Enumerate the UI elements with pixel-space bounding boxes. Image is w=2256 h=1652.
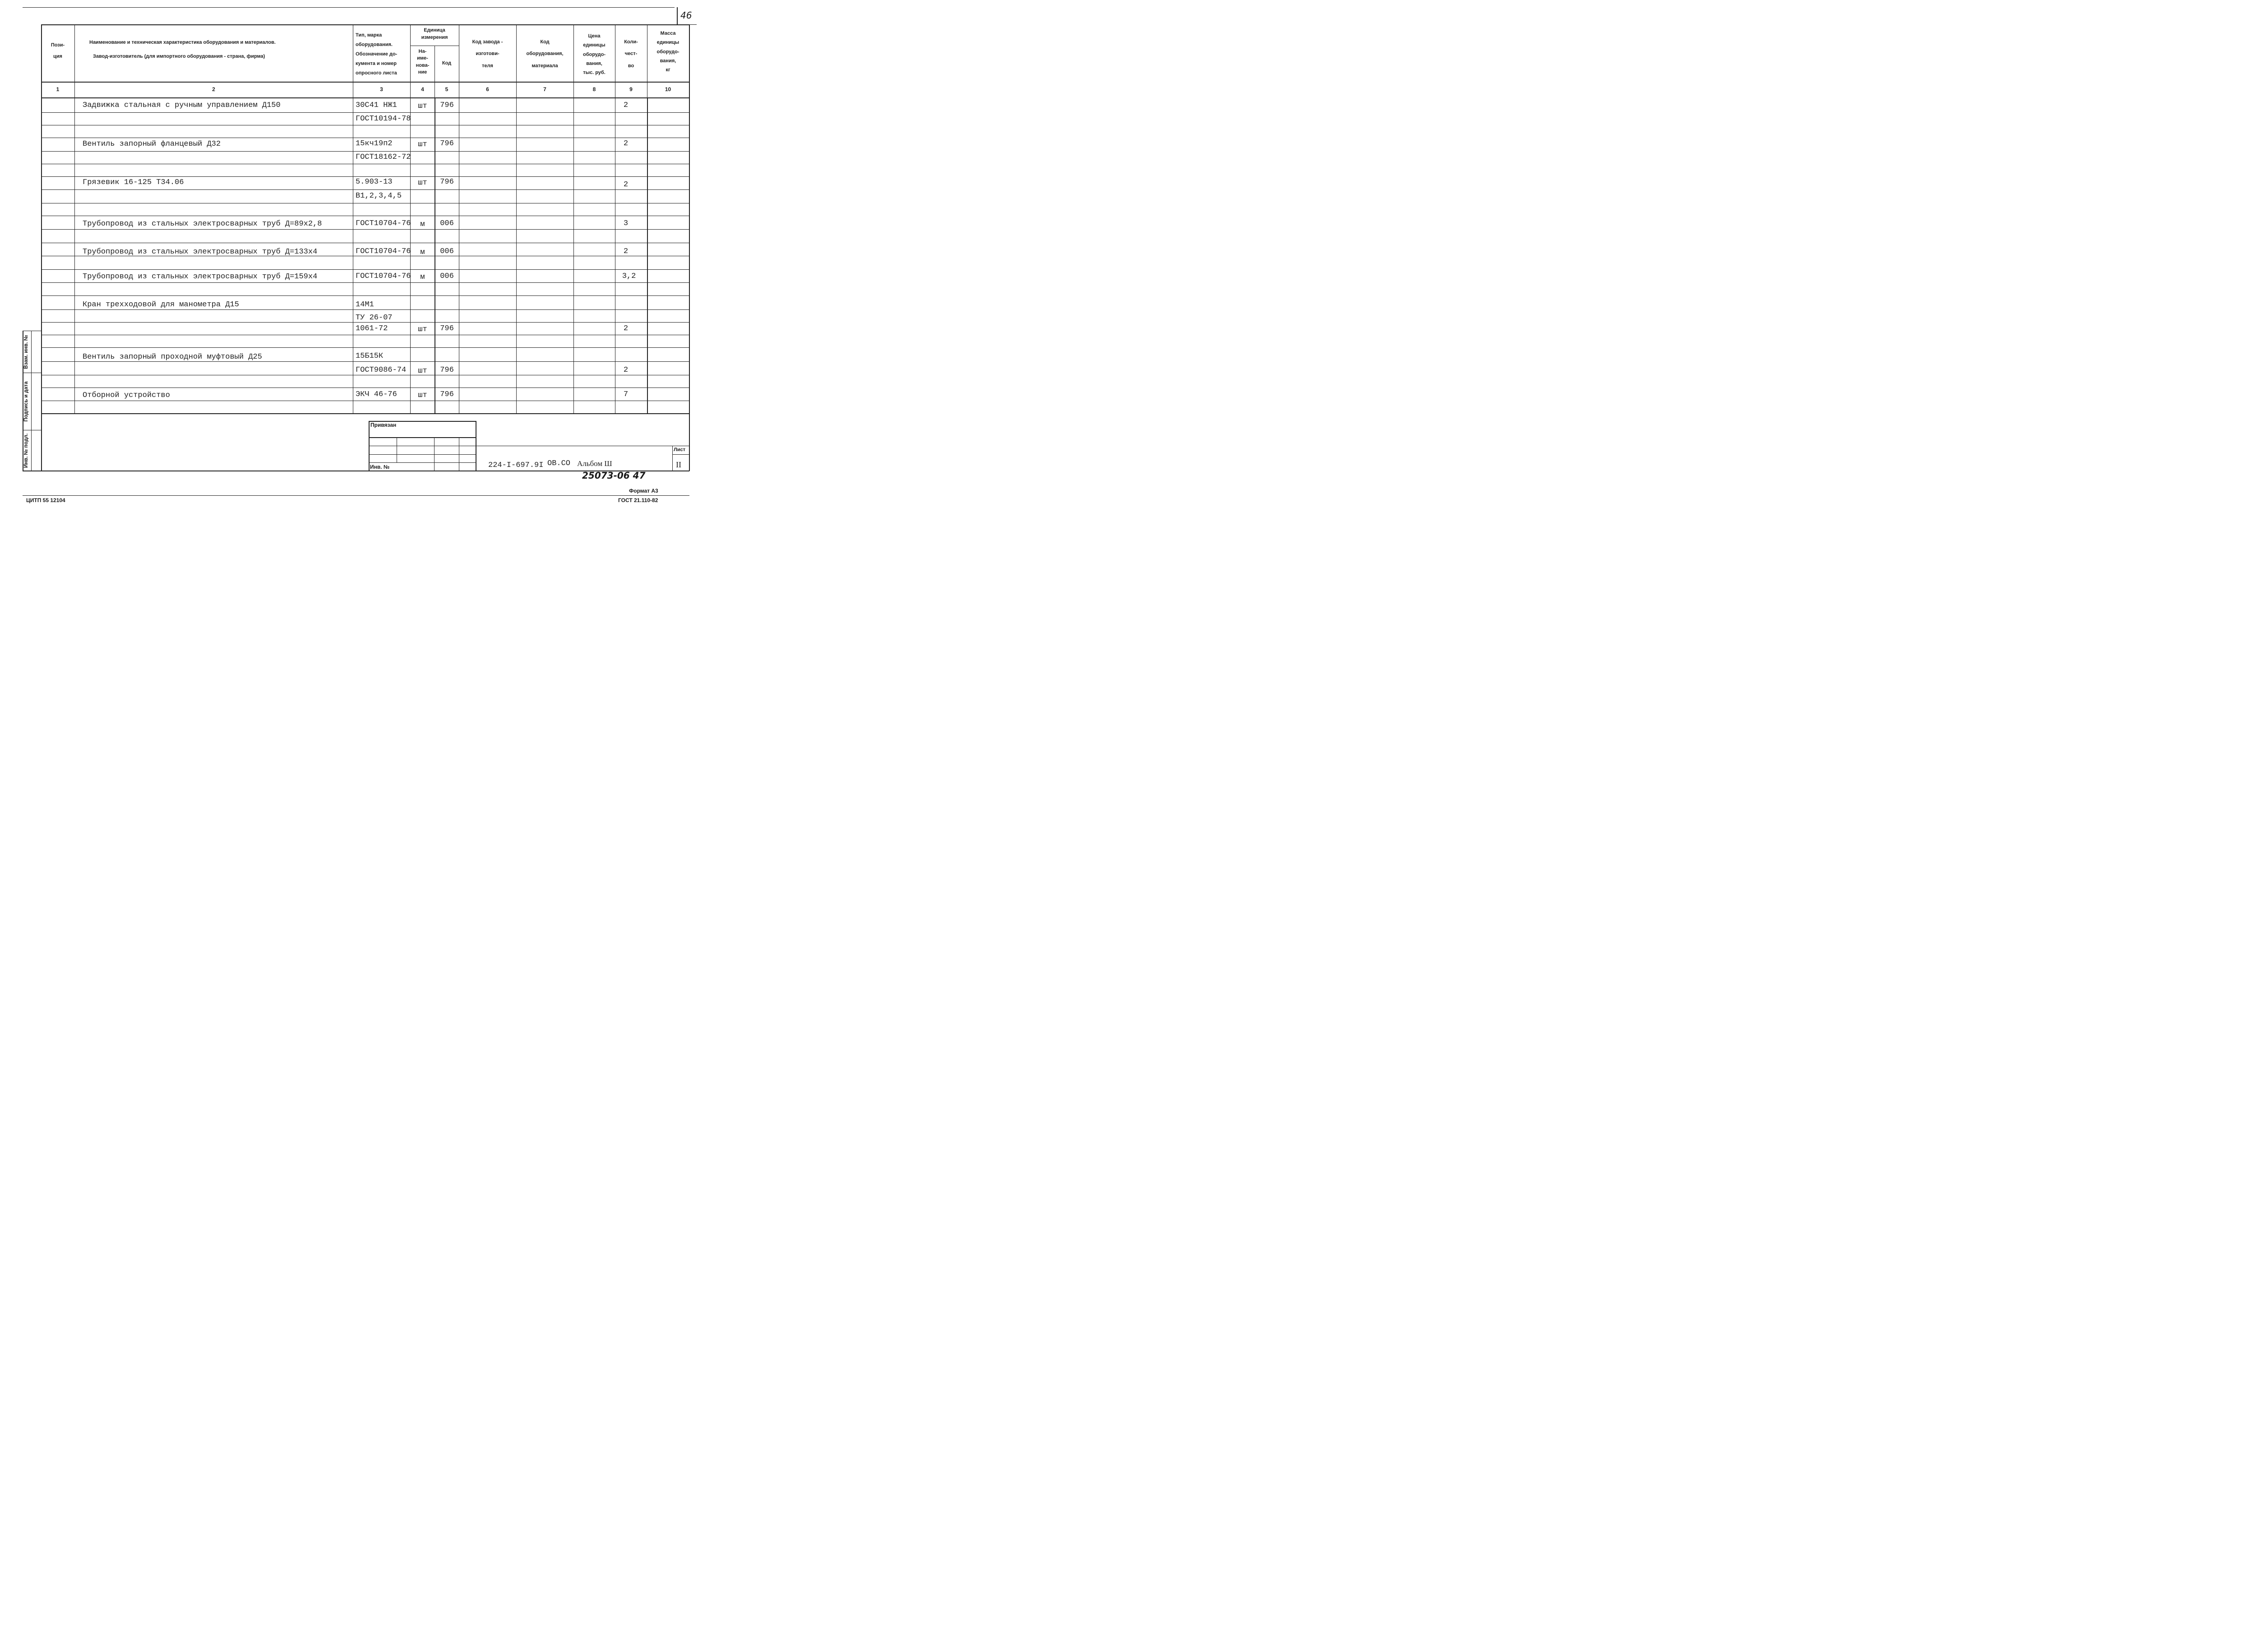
row-line [41, 269, 689, 270]
stamp-privyazan-label: Привязан [370, 422, 397, 428]
row-line [41, 322, 689, 323]
item-unit: шт [418, 367, 427, 375]
item-type: ГОСТ10194-78 [356, 115, 411, 123]
col-divider-6 [516, 24, 517, 413]
row-line [41, 295, 689, 296]
item-quantity: 7 [623, 390, 629, 399]
colnum-bottom-line [41, 97, 689, 98]
stamp-inv-label: Инв. № [370, 464, 390, 470]
header-quantity: Коли- чест- во [624, 39, 638, 69]
item-name: Кран трехходовой для манометра Д15 [83, 300, 239, 309]
item-type: ГОСТ18162-72 [356, 153, 411, 162]
cittp-label: ЦИТП 55 12104 [26, 497, 65, 503]
album-label: Альбом Ш [577, 459, 612, 468]
column-number: 9 [629, 86, 633, 92]
document-section: ОВ.СО [547, 459, 571, 468]
column-number: 8 [592, 86, 596, 92]
page-number-box-left [677, 7, 678, 25]
item-name: Трубопровод из стальных электросварных труб Д=133х4 [83, 248, 318, 256]
item-type: 14М1 [356, 300, 374, 309]
item-name: Трубопровод из стальных электросварных труб Д=89х2,8 [83, 220, 322, 228]
row-line [41, 361, 689, 362]
row-line [41, 229, 689, 230]
page-number: 46 [680, 10, 692, 21]
item-type: 1061-72 [356, 324, 388, 333]
header-price: Цена единицы оборудо- вания, тыс. руб. [582, 33, 606, 76]
item-unit-code: 796 [440, 366, 454, 374]
row-line [41, 282, 689, 283]
item-unit: шт [418, 391, 427, 400]
column-number: 7 [543, 86, 546, 92]
item-type: ГОСТ9086-74 [356, 366, 407, 374]
item-type: ГОСТ10704-76 [356, 219, 411, 228]
item-unit: шт [418, 102, 427, 111]
top-frame-line [23, 7, 675, 8]
item-type: 5.903-13 [356, 178, 393, 186]
item-type: 30С41 НЖ1 [356, 101, 397, 110]
item-type: ГОСТ10704-76 [356, 247, 411, 256]
sheet-number: II [676, 460, 681, 469]
body-bottom-line [41, 413, 689, 414]
item-unit: м [420, 248, 425, 257]
item-name: Задвижка стальная с ручным управлением Д150 [83, 101, 281, 110]
header-position: Пози- ция [51, 42, 65, 60]
item-type: 15кч19п2 [356, 139, 393, 148]
sheet-label: Лист [674, 447, 685, 452]
item-name: Трубопровод из стальных электросварных труб Д=159х4 [83, 272, 318, 281]
side-label-podpis: Подпись и дата [23, 381, 29, 422]
row-line [41, 347, 689, 348]
item-unit-code: 006 [440, 272, 454, 281]
item-name: Вентиль запорный фланцевый Д32 [83, 140, 221, 148]
header-unit-code: Код [442, 60, 452, 66]
item-unit-code: 796 [440, 390, 454, 399]
item-quantity: 2 [623, 101, 629, 110]
header-factory-code: Код завода - изготови- теля [472, 39, 503, 69]
item-unit: м [420, 273, 425, 281]
item-quantity: 2 [623, 366, 629, 374]
col-divider-1 [74, 24, 75, 413]
col-divider-3 [410, 24, 411, 413]
item-unit-code: 796 [440, 324, 454, 333]
item-unit-code: 006 [440, 247, 454, 256]
header-mass: Масса единицы оборудо- вания, кг [656, 31, 680, 73]
sheet-box-left [672, 446, 673, 471]
header-bottom-line [41, 82, 689, 83]
column-number: 10 [665, 86, 671, 92]
item-name: Грязевик 16-125 Т34.06 [83, 178, 184, 187]
column-number: 4 [421, 86, 424, 92]
header-unit-name: На- име- нова- ние [416, 49, 430, 75]
document-code: 224-I-697.9I [488, 461, 544, 470]
stamp-row-line [369, 462, 476, 463]
table-right-border [689, 24, 690, 471]
gost-label: ГОСТ 21.110-82 [618, 497, 658, 503]
side-label-vzam: Взам. инв. № [23, 335, 29, 369]
item-unit: шт [418, 179, 427, 187]
footer-line [23, 495, 689, 496]
item-type: 15Б15К [356, 352, 384, 360]
item-quantity: 3,2 [622, 272, 636, 281]
handwritten-inventory-number: 25073-06 47 [582, 470, 646, 481]
item-quantity: 2 [623, 139, 629, 148]
format-label: Формат А3 [629, 488, 658, 494]
stamp-row-line [369, 454, 476, 455]
row-line [41, 176, 689, 177]
row-line [41, 189, 689, 190]
item-quantity: 2 [623, 247, 629, 256]
column-number: 5 [445, 86, 448, 92]
col-divider-7 [573, 24, 574, 413]
side-stamp-mid [31, 331, 32, 471]
header-name-line1: Наименование и техническая характеристика оборудования и материалов. [89, 40, 276, 45]
column-number: 1 [56, 86, 60, 92]
table-top-border [41, 24, 689, 25]
item-quantity: 2 [623, 180, 629, 189]
side-label-inv-podl: Инв. № подл. [23, 433, 29, 468]
item-unit-code: 796 [440, 178, 454, 186]
col-divider-9-body [647, 97, 648, 413]
item-name: Отборной устройство [83, 391, 170, 400]
header-equipment-code: Код оборудования, материала [526, 39, 564, 69]
item-type: ЭКЧ 46-76 [356, 390, 397, 399]
row-line [41, 309, 689, 310]
item-unit: м [420, 220, 425, 229]
column-number: 6 [486, 86, 489, 92]
item-unit-code: 796 [440, 139, 454, 148]
stamp-col-line [434, 437, 435, 471]
item-unit-code: 006 [440, 219, 454, 228]
item-name: Вентиль запорный проходной муфтовый Д25 [83, 353, 262, 361]
column-number: 3 [380, 86, 383, 92]
item-type: В1,2,3,4,5 [356, 192, 402, 200]
item-quantity: 3 [623, 219, 629, 228]
item-quantity: 2 [623, 324, 629, 333]
item-type: ТУ 26-07 [356, 314, 393, 322]
column-number: 2 [212, 86, 215, 92]
item-unit: шт [418, 140, 427, 149]
row-line [41, 112, 689, 113]
item-unit-code: 796 [440, 101, 454, 110]
item-unit: шт [418, 325, 427, 334]
header-unit-group: Единица измерения [421, 28, 448, 40]
sheet-box-divider [672, 454, 689, 455]
header-name-line2: Завод-изготовитель (для импортного оборудования - страна, фирма) [93, 54, 265, 59]
stamp-privyazan-bottom [369, 437, 476, 438]
item-type: ГОСТ10704-76 [356, 272, 411, 281]
header-type: Тип, марка оборудования. Обозначение до- кумента и номер опросного листа [356, 32, 398, 76]
row-line [41, 151, 689, 152]
